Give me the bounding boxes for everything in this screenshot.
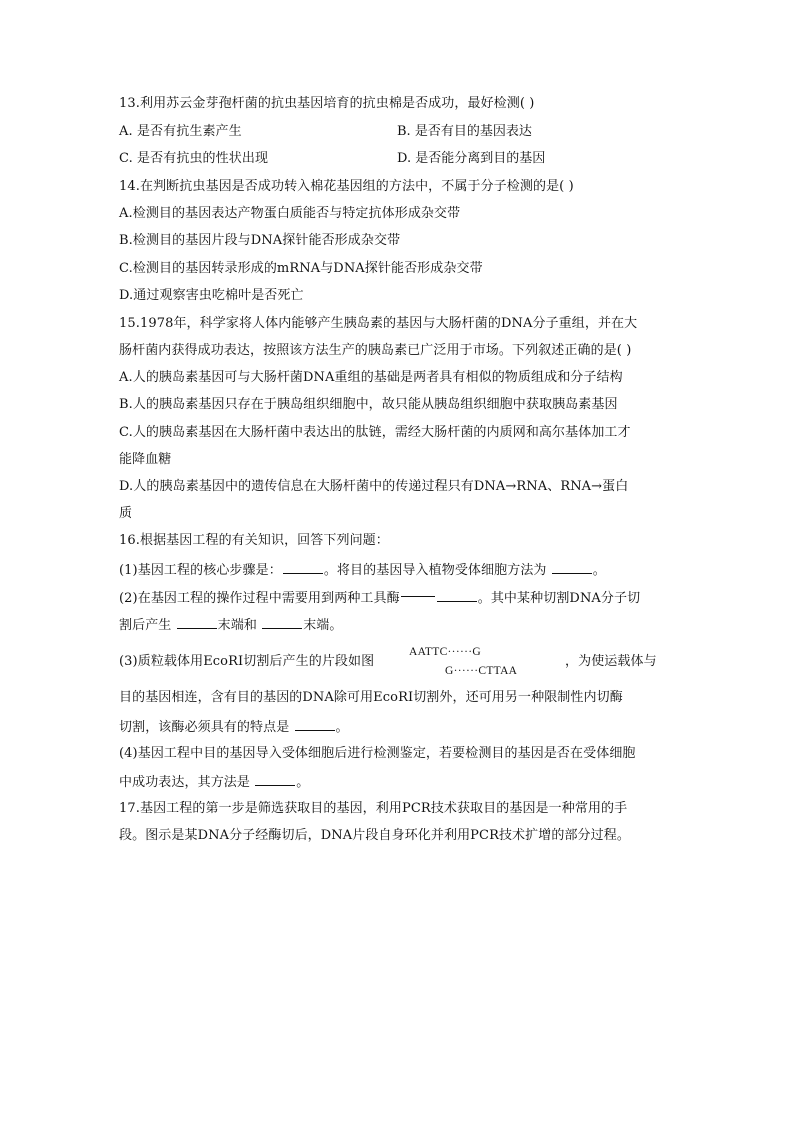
q16-part3-cont [119, 718, 349, 736]
ecori-fragment-bottom-strand: G······CTTAA [445, 665, 518, 677]
q16-part4-text-b: 中成功表达，其方法是 [119, 775, 251, 790]
q16-part1 [119, 561, 606, 579]
q16-part4-cont [119, 773, 309, 791]
q16-part2-text-e: 末端。 [303, 618, 343, 633]
q17-line1: 17.基因工程的第一步是筛选获取目的基因，利用PCR技术获取目的基因是一种常用的手 [119, 801, 628, 816]
q16-part2-text-c: 割后产生 [119, 618, 172, 633]
q16-part3-text-b: ，为使运载体与 [565, 654, 657, 669]
q16-part2-text-d: 末端和 [217, 618, 257, 633]
q16-part2 [119, 589, 640, 607]
q16-part2-text-b: 。其中某种切割DNA分子切 [477, 591, 641, 606]
q14-option-a: A.检测目的基因表达产物蛋白质能否与特定抗体形成杂交带 [119, 206, 461, 221]
q16-part2-text-a: (2)在基因工程的操作过程中需要用到两种工具酶 [119, 591, 400, 606]
q16-part1-text-c: 。 [592, 563, 606, 578]
q16-part1-blank-2 [552, 561, 592, 574]
q13-option-c: C. 是否有抗虫的性状出现 [119, 151, 269, 166]
q16-part3-blank [295, 718, 335, 731]
q16-part1-blank-1 [283, 561, 323, 574]
q15-option-a: A.人的胰岛素基因可与大肠杆菌DNA重组的基础是两者具有相似的物质组成和分子结构 [119, 370, 623, 385]
q13-option-b: B. 是否有目的基因表达 [397, 124, 532, 139]
q13-stem: 13.利用苏云金芽孢杆菌的抗虫基因培育的抗虫棉是否成功，最好检测( ) [119, 96, 535, 111]
q15-option-b: B.人的胰岛素基因只存在于胰岛组织细胞中，故只能从胰岛组织细胞中获取胰岛素基因 [119, 397, 618, 412]
q16-stem: 16.根据基因工程的有关知识，回答下列问题： [119, 533, 389, 548]
q16-part2-blank-3 [262, 616, 302, 629]
q16-part2-blank-2 [177, 616, 217, 629]
ecori-fragment-top-strand: AATTC······G [409, 646, 481, 658]
q15-stem-line1: 15.1978年，科学家将人体内能够产生胰岛素的基因与大肠杆菌的DNA分子重组，并在大 [119, 316, 638, 331]
q13-option-d: D. 是否能分离到目的基因 [397, 151, 546, 166]
q16-part3-text-d: 切割，该酶必须具有的特点是 [119, 720, 290, 735]
q15-stem-line2: 肠杆菌内获得成功表达，按照该方法生产的胰岛素已广泛用于市场。下列叙述正确的是( ) [119, 343, 632, 358]
q16-part4-blank [255, 773, 295, 786]
q17-line2: 段。图示是某DNA分子经酶切后，DNA片段自身环化并利用PCR技术扩增的部分过程。 [119, 828, 630, 843]
q16-part3-text-a: (3)质粒载体用EcoRⅠ切割后产生的片段如图 [119, 654, 375, 669]
q14-stem: 14.在判断抗虫基因是否成功转入棉花基因组的方法中，不属于分子检测的是( ) [119, 179, 574, 194]
q16-part1-text-a: (1)基因工程的核心步骤是： [119, 563, 282, 578]
q14-option-b: B.检测目的基因片段与DNA探针能否形成杂交带 [119, 233, 401, 248]
q16-part2-blank-1 [437, 589, 477, 602]
q15-option-c-line2: 能降血糖 [119, 452, 172, 467]
q15-option-d-line2: 质 [119, 506, 133, 521]
q16-part4-text-c: 。 [296, 775, 310, 790]
q15-option-c-line1: C.人的胰岛素基因在大肠杆菌中表达出的肽链，需经大肠杆菌的内质网和高尔基体加工才 [119, 425, 631, 440]
q14-option-c: C.检测目的基因转录形成的mRNA与DNA探针能否形成杂交带 [119, 261, 483, 276]
q15-option-d-line1: D.人的胰岛素基因中的遗传信息在大肠杆菌中的传递过程只有DNA→RNA、RNA→蛋白 [119, 479, 629, 494]
q14-option-d: D.通过观察害虫吃棉叶是否死亡 [119, 288, 304, 303]
q16-part3-text-c: 目的基因相连，含有目的基因的DNA除可用EcoRⅠ切割外，还可用另一种限制性内切酶 [119, 690, 623, 705]
q16-part4-text-a: (4)基因工程中目的基因导入受体细胞后进行检测鉴定，若要检测目的基因是否在受体细胞 [119, 746, 636, 761]
q16-part1-text-b: 。将目的基因导入植物受体细胞方法为 [323, 563, 547, 578]
q16-part2-dash [401, 589, 435, 597]
q16-part3-text-e: 。 [335, 720, 349, 735]
q16-part2-cont [119, 616, 343, 634]
q13-option-a: A. 是否有抗生素产生 [119, 124, 242, 139]
